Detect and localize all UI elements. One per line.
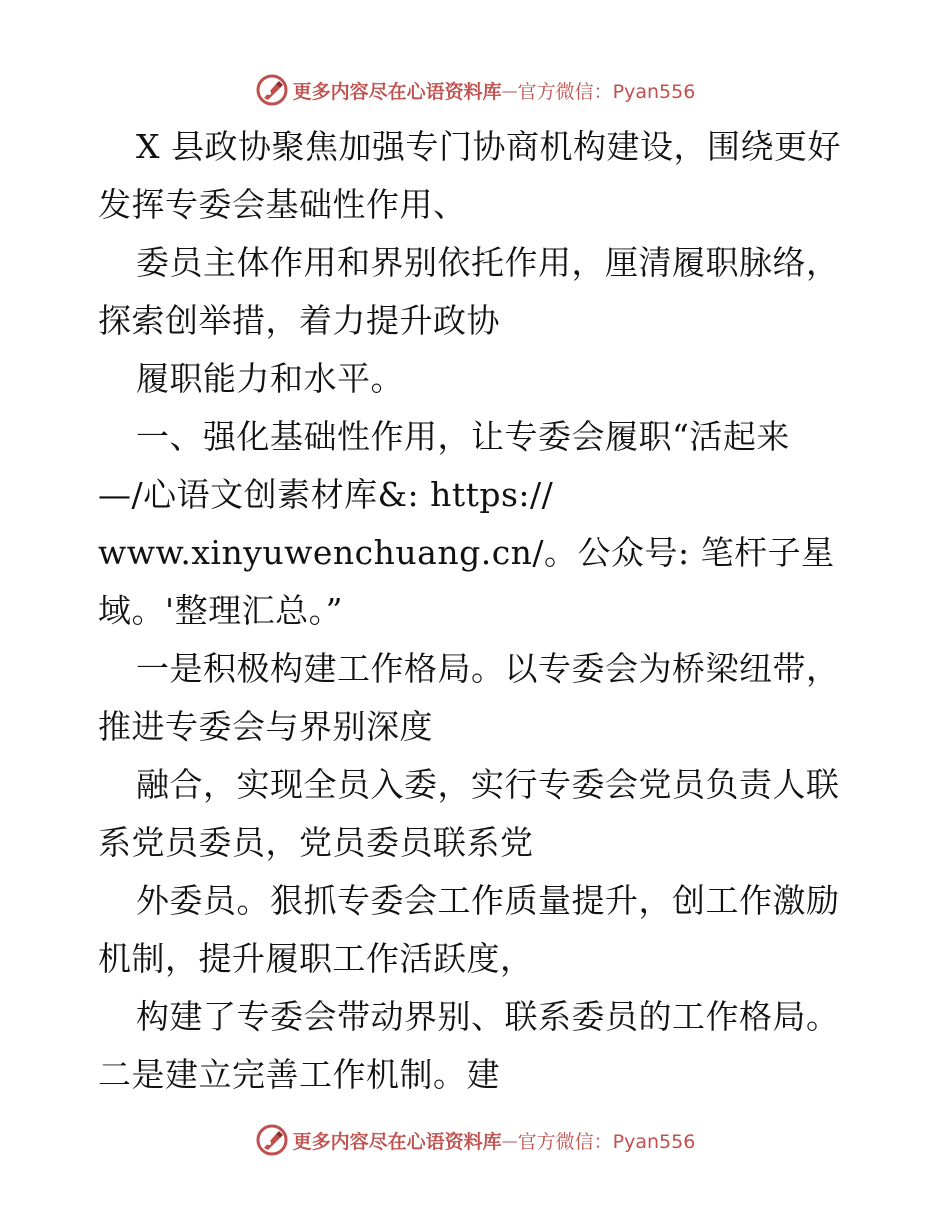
header-watermark-separator: — <box>501 80 518 100</box>
header-watermark-text: 更多内容尽在心语资料库 <box>292 80 502 103</box>
footer-watermark-wechat: 官方微信：Pyan556 <box>517 1130 696 1153</box>
header-watermark <box>0 70 950 110</box>
text-line: 机制，提升履职工作活跃度， <box>98 939 534 978</box>
text-line: 一、强化基础性作用，让专委会履职“活起来 <box>136 417 790 456</box>
text-line: 探索创举措，着力提升政协 <box>98 301 500 340</box>
text-line: 域。'整理汇总。” <box>98 591 343 630</box>
text-line: —/心语文创素材库&: https:// <box>98 475 554 514</box>
footer-watermark-text: 更多内容尽在心语资料库 <box>292 1130 502 1153</box>
text-line: 融合，实现全员入委，实行专委会党员负责人联 <box>136 765 840 804</box>
text-line: 推进专委会与界别深度 <box>98 707 433 746</box>
text-line: 履职能力和水平。 <box>136 359 404 398</box>
text-line: 二是建立完善工作机制。建 <box>98 1055 500 1094</box>
text-line: 系党员委员，党员委员联系党 <box>98 823 534 862</box>
text-line: www.xinyuwenchuang.cn/。公众号: 笔杆子星 <box>98 533 835 572</box>
text-line: 发挥专委会基础性作用、 <box>98 185 467 224</box>
header-watermark-wechat: 官方微信：Pyan556 <box>517 80 696 103</box>
text-line: 构建了专委会带动界别、联系委员的工作格局。 <box>136 997 840 1036</box>
text-line: X 县政协聚焦加强专门协商机构建设，围绕更好 <box>136 127 841 166</box>
text-line: 委员主体作用和界别依托作用，厘清履职脉络， <box>136 243 840 282</box>
text-line: 一是积极构建工作格局。以专委会为桥梁纽带， <box>136 649 840 688</box>
text-line: 外委员。狠抓专委会工作质量提升，创工作激励 <box>136 881 840 920</box>
pen-logo-icon <box>255 1123 289 1157</box>
footer-watermark <box>0 1120 950 1160</box>
footer-watermark-separator: — <box>501 1130 518 1150</box>
pen-logo-icon <box>255 73 289 107</box>
document-body <box>98 118 878 1104</box>
